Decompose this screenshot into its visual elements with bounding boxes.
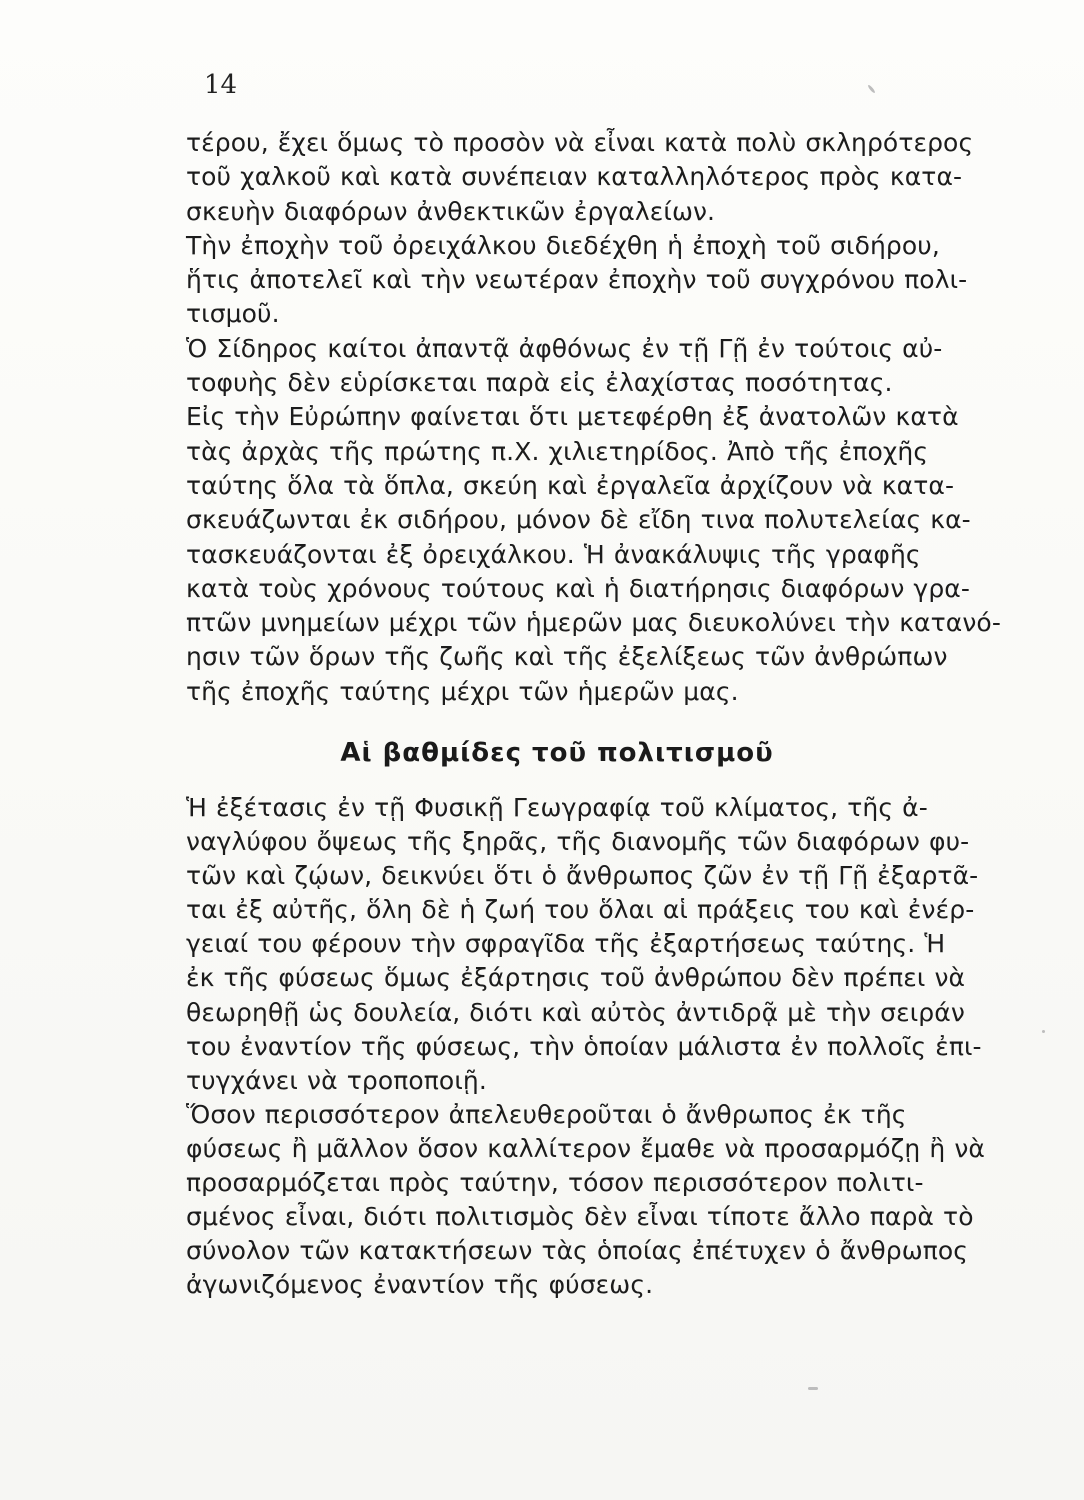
text-block-bottom bbox=[186, 791, 1016, 1302]
text-line: τέρου, ἔχει ὅμως τὸ προσὸν νὰ εἶναι κατὰ πολὺ σκληρότερος bbox=[186, 128, 974, 157]
text-line: Ἡ ἐξέτασις ἐν τῇ Φυσικῇ Γεωγραφίᾳ τοῦ κλίματος, τῆς ἀ- bbox=[186, 793, 928, 822]
text-line: ἀγωνιζόμενος ἐναντίον τῆς φύσεως. bbox=[186, 1270, 654, 1300]
text-line: τυγχάνει νὰ τροποποιῇ. bbox=[186, 1065, 487, 1095]
text-line: τῆς ἐποχῆς ταύτης μέχρι τῶν ἡμερῶν μας. bbox=[186, 676, 739, 706]
paper-speck bbox=[1042, 1030, 1045, 1033]
text-line: πτῶν μνημείων μέχρι τῶν ἡμερῶν μας διευκολύνει τὴν κατανό- bbox=[186, 608, 1001, 638]
text-line: σκευάζωνται ἐκ σιδήρου, μόνον δὲ εἴδη τινα πολυτελείας κα- bbox=[186, 505, 971, 535]
text-line: προσαρμόζεται πρὸς ταύτην, τόσον περισσότερον πολιτι- bbox=[186, 1168, 924, 1198]
text-line: Εἰς τὴν Εὐρώπην φαίνεται ὅτι μετεφέρθη ἐξ ἀνατολῶν κατὰ bbox=[186, 402, 959, 432]
page-number: 14 bbox=[204, 70, 238, 100]
text-line: θεωρηθῇ ὡς δουλεία, διότι καὶ αὐτὸς ἀντιδρᾷ μὲ τὴν σειράν bbox=[186, 997, 965, 1027]
text-line: ται ἐξ αὐτῆς, ὅλη δὲ ἡ ζωή του ὅλαι αἱ πράξεις του καὶ ἐνέρ- bbox=[186, 895, 975, 925]
text-line: τῶν καὶ ζῴων, δεικνύει ὅτι ὁ ἄνθρωπος ζῶν ἐν τῇ Γῇ ἐξαρτᾶ- bbox=[186, 861, 979, 891]
text-line: ἥτις ἀποτελεῖ καὶ τὴν νεωτέραν ἐποχὴν τοῦ συγχρόνου πολι- bbox=[186, 265, 968, 295]
text-line: σκευὴν διαφόρων ἀνθεκτικῶν ἐργαλείων. bbox=[186, 196, 716, 226]
paper-speck bbox=[808, 1387, 818, 1390]
text-line: Ὁ Σίδηρος καίτοι ἀπαντᾷ ἀφθόνως ἐν τῇ Γῇ ἐν τούτοις αὐ- bbox=[186, 333, 943, 363]
text-line: Ὅσον περισσότερον ἀπελευθεροῦται ὁ ἄνθρωπος ἐκ τῆς bbox=[186, 1099, 907, 1129]
paper-speck bbox=[867, 84, 876, 94]
text-line: ταύτης ὅλα τὰ ὅπλα, σκεύη καὶ ἐργαλεῖα ἀρχίζουν νὰ κατα- bbox=[186, 470, 955, 500]
text-line: του ἐναντίον τῆς φύσεως, τὴν ὁποίαν μάλιστα ἐν πολλοῖς ἐπι- bbox=[186, 1031, 982, 1061]
text-line: κατὰ τοὺς χρόνους τούτους καὶ ἡ διατήρησις διαφόρων γρα- bbox=[186, 573, 970, 603]
text-line: τὰς ἀρχὰς τῆς πρώτης π.Χ. χιλιετηρίδος. Ἀπὸ τῆς ἐποχῆς bbox=[186, 436, 929, 466]
text-block-top bbox=[186, 126, 1016, 709]
text-line: τισμοῦ. bbox=[186, 299, 280, 329]
text-line: τασκευάζονται ἐξ ὀρειχάλκου. Ἡ ἀνακάλυψις τῆς γραφῆς bbox=[186, 539, 921, 569]
text-line: σμένος εἶναι, διότι πολιτισμὸς δὲν εἶναι τίποτε ἄλλο παρὰ τὸ bbox=[186, 1202, 974, 1232]
text-line: τοῦ χαλκοῦ καὶ κατὰ συνέπειαν καταλληλότερος πρὸς κατα- bbox=[186, 162, 963, 192]
text-line: ησιν τῶν ὅρων τῆς ζωῆς καὶ τῆς ἐξελίξεως τῶν ἀνθρώπων bbox=[186, 642, 948, 672]
text-line: γειαί του φέρουν τὴν σφραγῖδα τῆς ἐξαρτήσεως ταύτης. Ἡ bbox=[186, 929, 946, 959]
text-line: Τὴν ἐποχὴν τοῦ ὀρειχάλκου διεδέχθη ἡ ἐποχὴ τοῦ σιδήρου, bbox=[186, 230, 940, 260]
section-heading: Αἱ βαθμίδες τοῦ πολιτισμοῦ bbox=[340, 738, 774, 768]
text-line: σύνολον τῶν κατακτήσεων τὰς ὁποίας ἐπέτυχεν ὁ ἄνθρωπος bbox=[186, 1236, 969, 1266]
text-line: φύσεως ἢ μᾶλλον ὅσον καλλίτερον ἔμαθε νὰ προσαρμόζῃ ἢ νὰ bbox=[186, 1133, 985, 1163]
text-line: τοφυὴς δὲν εὑρίσκεται παρὰ εἰς ἐλαχίστας ποσότητας. bbox=[186, 368, 893, 398]
text-line: ναγλύφου ὄψεως τῆς ξηρᾶς, τῆς διανομῆς τῶν διαφόρων φυ- bbox=[186, 827, 970, 857]
text-line: ἐκ τῆς φύσεως ὅμως ἐξάρτησις τοῦ ἀνθρώπου δὲν πρέπει νὰ bbox=[186, 963, 966, 993]
